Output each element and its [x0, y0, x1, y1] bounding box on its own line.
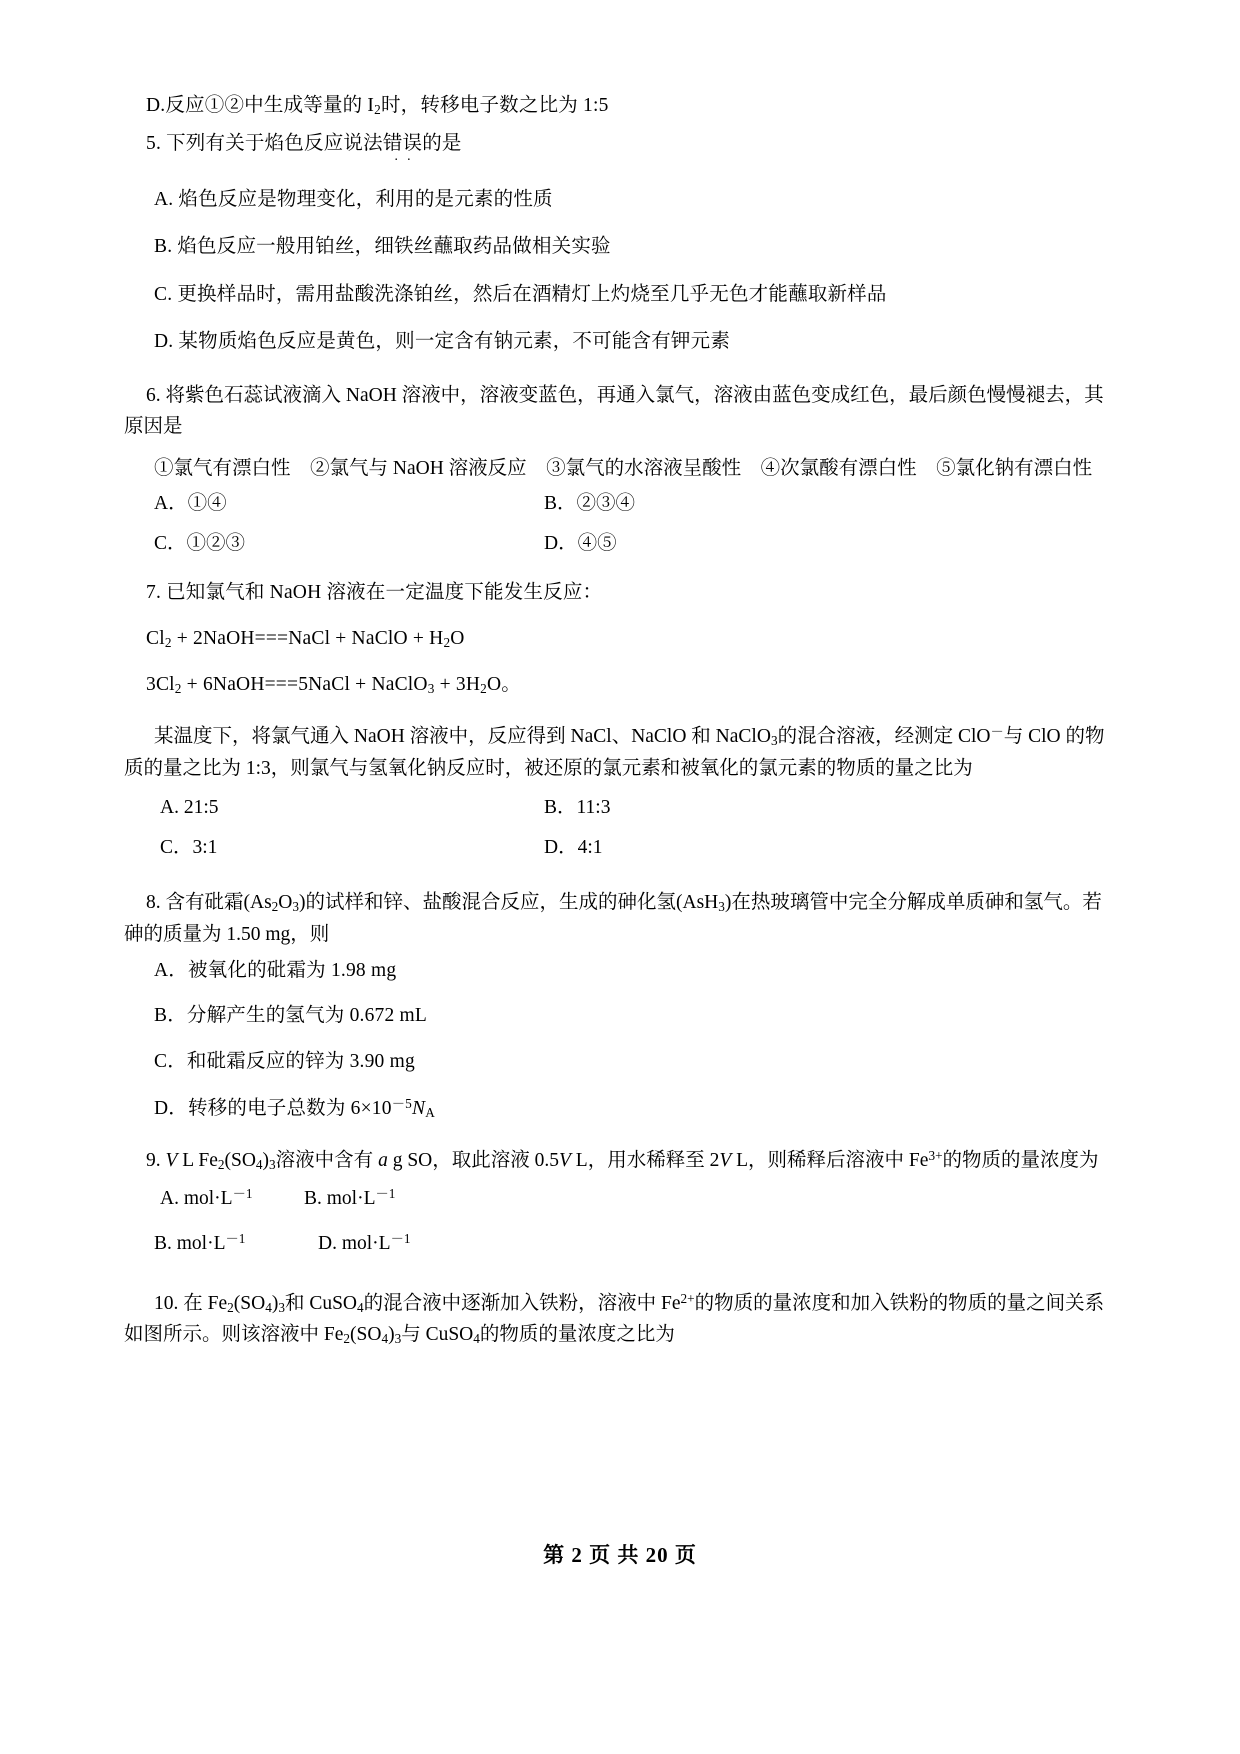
- question-9-options-row-2: [124, 1232, 1116, 1253]
- q7-eq2-text: $3Cl_2$ + 6NaOH===5NaCl + NaClO$_3$ + $3H_2O$。: [146, 674, 521, 696]
- question-5-option-b: B. 焰色反应一般用铂丝，细铁丝蘸取药品做相关实验: [154, 236, 611, 258]
- q6-stem-text: 6. 将紫色石蕊试液滴入 NaOH 溶液中，溶液变蓝色，再通入氯气，溶液由蓝色变成红色，最后颜色慢慢褪去，其原因是: [124, 384, 1104, 438]
- question-7-option-c: C．3:1: [160, 836, 218, 858]
- question-6-option-a: A．①④: [154, 493, 227, 515]
- question-7-option-d: D．4:1: [544, 836, 603, 858]
- question-6-statements: [124, 453, 1116, 485]
- q5-stem-before: 5. 下列有关于焰色反应说法: [146, 133, 383, 155]
- question-7-equation-1: [124, 629, 1116, 649]
- question-8-stem: [124, 887, 1116, 950]
- question-7-option-a: A. 21:5: [160, 797, 219, 819]
- question-8-option-d: [124, 1097, 1116, 1119]
- question-9-option-d: D. $mol\cdot L^{-1}$: [318, 1231, 411, 1255]
- question-5-option-a: A. 焰色反应是物理变化，利用的是元素的性质: [154, 188, 553, 210]
- question-10-stem: [124, 1288, 1116, 1351]
- q8-stem-text: 8. 含有砒霜$(As_2O_3)$的试样和锌、盐酸混合反应，生成的砷化氢(AsH$_3$)在热玻璃管中完全分解成单质砷和氢气。若砷的质量为 1.50 mg，则: [124, 892, 1102, 945]
- question-7-options-row-2: [124, 838, 1116, 858]
- question-6-options-row-1: [124, 494, 1116, 514]
- q4-option-d-text: D.反应①②中生成等量的 $I_2$时，转移电子数之比为 1:5: [146, 95, 609, 117]
- question-5-option-c: C. 更换样品时，需用盐酸洗涤铂丝，然后在酒精灯上灼烧至几乎无色才能蘸取新样品: [154, 283, 887, 305]
- q8-option-d-text: D．转移的电子总数为 $6\times 10^{-5}N_A$: [154, 1096, 435, 1120]
- question-9-stem: [124, 1145, 1116, 1177]
- emphasis-dots: ··: [393, 152, 420, 168]
- question-4-option-d: [124, 96, 1116, 116]
- question-9-option-b-top: B. $mol\cdot L^{-1}$: [304, 1185, 396, 1209]
- question-8-option-b: B．分解产生的氢气为 0.672 mL: [154, 1005, 428, 1027]
- question-9-option-b: B. $mol\cdot L^{-1}$: [154, 1231, 246, 1255]
- question-8-option-c: C．和砒霜反应的锌为 3.90 mg: [154, 1050, 415, 1072]
- question-6-option-b: B．②③④: [544, 493, 636, 515]
- question-6-stem: [124, 380, 1116, 443]
- q5-stem-after: 的是: [422, 133, 462, 155]
- q7-eq1-text: $Cl_2$ + 2NaOH===NaCl + NaClO + $H_2O$: [146, 627, 465, 650]
- question-8-option-a: A．被氧化的砒霜为 1.98 mg: [154, 959, 397, 981]
- question-5-option-d: D. 某物质焰色反应是黄色，则一定含有钠元素，不可能含有钾元素: [154, 331, 731, 353]
- page-footer: 第 2 页 共 20 页: [543, 1543, 697, 1567]
- question-7-stem: 7. 已知氯气和 NaOH 溶液在一定温度下能发生反应：: [146, 582, 603, 604]
- question-6-option-d: D．④⑤: [544, 532, 617, 554]
- question-5-stem: [124, 133, 1116, 168]
- q7-body-text: 某温度下，将氯气通入 NaOH 溶液中，反应得到 NaCl、NaClO 和 NaClO$_3$的混合溶液，经测定 ClO－与 ClO 的物质的量之比为 1:3，则氯气与氢氧化钠反应时，被还原的氯元素和被氧化的氯元素的物质的量之比为: [124, 724, 1105, 779]
- question-6-option-c: C．①②③: [154, 532, 246, 554]
- question-6-options-row-2: [124, 534, 1116, 554]
- question-9-option-a: A. $mol\cdot L^{-1}$: [160, 1185, 253, 1209]
- q9-stem-text: 9. V L $Fe_2(SO_4)_3$溶液中含有 a g SO，取此溶液 0.5V L，用水稀释至 2V L，则稀释后溶液中 $Fe^{3+}$的物质的量浓度为: [146, 1148, 1099, 1173]
- question-7-body: [124, 721, 1116, 784]
- q6-statements-text: ①氯气有漂白性 ②氯气与 NaOH 溶液反应 ③氯气的水溶液呈酸性 ④次氯酸有漂白性 ⑤氯化钠有漂白性: [154, 457, 1093, 479]
- question-7-equation-2: [124, 675, 1116, 695]
- question-7-options-row-1: [124, 798, 1116, 818]
- question-7-option-b: B．11:3: [544, 797, 611, 819]
- q10-stem-text: 10. 在 $Fe_2(SO_4)_3$和 CuSO$_4$的混合液中逐渐加入铁粉，溶液中 $Fe^{2+}$的物质的量浓度和加入铁粉的物质的量之间关系如图所示。则该溶液中 $Fe_2(SO_4)_3$与 CuSO$_4$的物质的量浓度之比为: [124, 1290, 1105, 1347]
- q5-stem-emphasis: [382, 133, 423, 168]
- q5-stem-emph-text: 错误: [382, 133, 423, 155]
- question-9-options-row-1: [124, 1187, 1116, 1208]
